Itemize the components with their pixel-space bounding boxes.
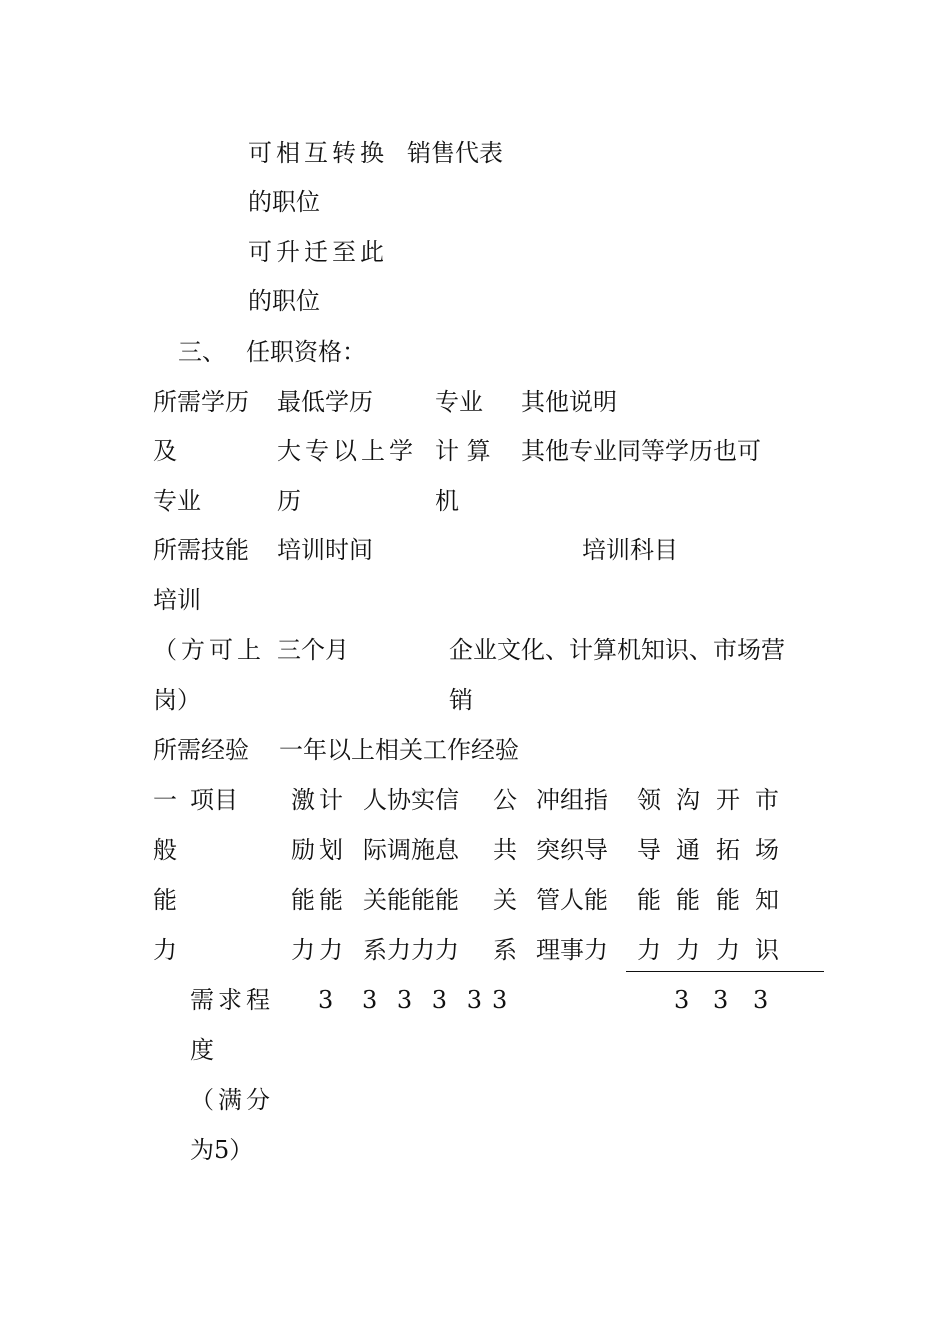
- demand-value-1: 3: [318, 986, 334, 1014]
- training-sublabel-1: （方可上: [153, 636, 265, 664]
- training-label-1: 所需技能: [153, 536, 249, 564]
- abilities-item-label: 项目: [190, 786, 238, 814]
- ability-col-1-line-3: 能能: [291, 886, 347, 914]
- section-title: 任职资格：: [246, 338, 366, 366]
- ability-col-5-line-4: 力: [637, 936, 661, 964]
- education-label-1: 所需学历: [153, 388, 249, 416]
- training-time-header: 培训时间: [277, 536, 373, 564]
- ability-col-7-line-2: 拓: [716, 836, 740, 864]
- ability-col-3-line-1: 公: [493, 786, 517, 814]
- education-label-2: 及: [153, 437, 177, 465]
- ability-col-5-line-3: 能: [637, 886, 661, 914]
- transfer-label-2: 可升迁至此: [248, 238, 388, 266]
- transfer-label-1: 可相互转换: [248, 139, 388, 167]
- min-edu-value-1: 大专以上学: [277, 437, 417, 465]
- abilities-side-label-1: 一: [153, 786, 177, 814]
- section-number: 三、: [178, 338, 226, 366]
- ability-col-1-line-4: 力力: [291, 936, 347, 964]
- ability-col-6-line-3: 能: [676, 886, 700, 914]
- ability-col-4-line-3: 管人能: [536, 886, 608, 914]
- transfer-label-2b: 的职位: [248, 287, 320, 315]
- ability-col-7-line-4: 力: [716, 936, 740, 964]
- training-time-value: 三个月: [277, 636, 349, 664]
- ability-col-8-line-2: 场: [755, 836, 779, 864]
- demand-label-1: 需求程: [190, 986, 274, 1014]
- transfer-label-1b: 的职位: [248, 188, 320, 216]
- notes-value: 其他专业同等学历也可: [521, 437, 761, 465]
- ability-col-6-line-4: 力: [676, 936, 700, 964]
- demand-value-6: 3: [753, 986, 769, 1014]
- table-rule: [626, 971, 824, 972]
- demand-label-2: 度: [190, 1036, 214, 1064]
- demand-value-3: 3: [492, 986, 508, 1014]
- demand-label-3: （满分: [190, 1086, 274, 1114]
- ability-col-3-line-4: 系: [493, 936, 517, 964]
- ability-col-1-line-1: 激计: [291, 786, 347, 814]
- experience-label: 所需经验: [153, 736, 249, 764]
- abilities-side-label-4: 力: [153, 936, 177, 964]
- ability-col-8-line-1: 市: [755, 786, 779, 814]
- ability-col-3-line-2: 共: [493, 836, 517, 864]
- ability-col-2-line-4: 系力力力: [363, 936, 459, 964]
- training-subjects-value-1: 企业文化、计算机知识、市场营: [449, 636, 785, 664]
- demand-value-2: 3 3 3 3: [362, 986, 488, 1014]
- ability-col-2-line-3: 关能能能: [363, 886, 459, 914]
- major-header: 专业: [435, 388, 483, 416]
- demand-value-5: 3: [713, 986, 729, 1014]
- ability-col-7-line-1: 开: [716, 786, 740, 814]
- ability-col-6-line-2: 通: [676, 836, 700, 864]
- major-value-2: 机: [435, 487, 459, 515]
- ability-col-8-line-3: 知: [755, 886, 779, 914]
- ability-col-5-line-1: 领: [637, 786, 661, 814]
- training-subjects-value-2: 销: [449, 686, 473, 714]
- ability-col-4-line-4: 理事力: [536, 936, 608, 964]
- min-edu-header: 最低学历: [277, 388, 373, 416]
- abilities-side-label-3: 能: [153, 886, 177, 914]
- ability-col-4-line-1: 冲组指: [536, 786, 608, 814]
- ability-col-1-line-2: 励划: [291, 836, 347, 864]
- training-subjects-header: 培训科目: [582, 536, 678, 564]
- ability-col-7-line-3: 能: [716, 886, 740, 914]
- transfer-value-1: 销售代表: [407, 139, 503, 167]
- training-sublabel-2: 岗）: [153, 686, 201, 714]
- ability-col-4-line-2: 突织导: [536, 836, 608, 864]
- min-edu-value-2: 历: [277, 487, 301, 515]
- ability-col-8-line-4: 识: [755, 936, 779, 964]
- demand-value-4: 3: [674, 986, 690, 1014]
- notes-header: 其他说明: [521, 388, 617, 416]
- ability-col-3-line-3: 关: [493, 886, 517, 914]
- ability-col-2-line-1: 人协实信: [363, 786, 459, 814]
- training-label-2: 培训: [153, 586, 201, 614]
- education-label-3: 专业: [153, 487, 201, 515]
- ability-col-2-line-2: 际调施息: [363, 836, 459, 864]
- major-value-1: 计 算: [435, 437, 491, 465]
- abilities-side-label-2: 般: [153, 836, 177, 864]
- ability-col-5-line-2: 导: [637, 836, 661, 864]
- ability-col-6-line-1: 沟: [676, 786, 700, 814]
- experience-value: 一年以上相关工作经验: [279, 736, 519, 764]
- demand-label-4: 为5）: [190, 1136, 254, 1164]
